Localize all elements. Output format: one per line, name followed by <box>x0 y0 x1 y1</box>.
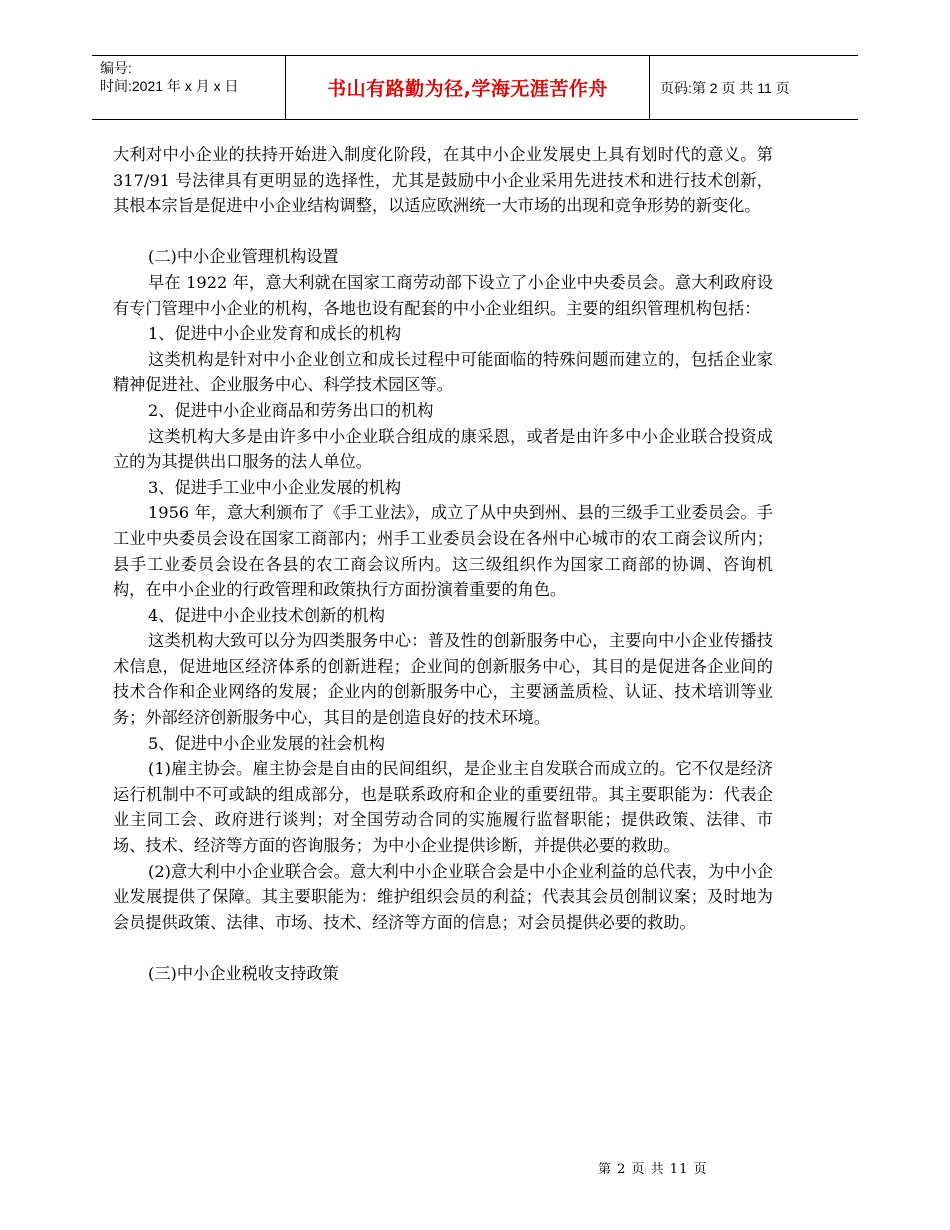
paragraph-innovation-agencies: 这类机构大致可以分为四类服务中心：普及性的创新服务中心，主要向中小企业传播技术信息，促进地区经济体系的创新进程；企业间的创新服务中心，其目的是促进各企业间的技术合作和企业网络的发展；企业内的创新服务中心，主要涵盖质检、认证、技术培训等业务；外部经济创新服务中心，其目的是创造良好的技术环境。 <box>113 631 773 728</box>
subheading-handicraft-agencies: 3、促进手工业中小企业发展的机构 <box>148 477 402 497</box>
document-body <box>113 142 773 987</box>
subheading-export-agencies: 2、促进中小企业商品和劳务出口的机构 <box>148 400 434 420</box>
paragraph-employers-association: (1)雇主协会。雇主协会是自由的民间组织，是企业主自发联合而成立的。它不仅是经济运行机制中不可或缺的组成部分，也是联系政府和企业的重要纽带。其主要职能为：代表企业主同工会、政府进行谈判；对全国劳动合同的实施履行监督职能；提供政策、法律、市场、技术、经济等方面的咨询服务；为中小企业提供诊断，并提供必要的救助。 <box>113 759 773 856</box>
paragraph-growth-agencies: 这类机构是针对中小企业创立和成长过程中可能面临的特殊问题而建立的，包括企业家精神促进社、企业服务中心、科学技术园区等。 <box>113 349 773 395</box>
paragraph-agencies-overview: 早在 1922 年，意大利就在国家工商劳动部下设立了小企业中央委员会。意大利政府设有专门管理中小企业的机构，各地也设有配套的中小企业组织。主要的组织管理机构包括： <box>113 272 773 318</box>
paragraph-intro-continued: 大利对中小企业的扶持开始进入制度化阶段，在其中小企业发展史上具有划时代的意义。第 317/91 号法律具有更明显的选择性，尤其是鼓励中小企业采用先进技术和进行技术创新，其根本宗旨是促进中小企业结构调整，以适应欧洲统一大市场的出现和竞争形势的新变化。 <box>113 145 773 216</box>
page-header <box>92 55 858 120</box>
paragraph-sme-federation: (2)意大利中小企业联合会。意大利中小企业联合会是中小企业利益的总代表，为中小企业发展提供了保障。其主要职能为：维护组织会员的利益；代表其会员创制议案；及时地为会员提供政策、法律、市场、技术、经济等方面的信息；对会员提供必要的救助。 <box>113 861 773 932</box>
page-footer: 第 2 页 共 11 页 <box>598 1162 708 1177</box>
document-number-label: 编号: <box>100 60 132 76</box>
subheading-social-agencies: 5、促进中小企业发展的社会机构 <box>148 733 385 753</box>
subheading-growth-agencies: 1、促进中小企业发育和成长的机构 <box>148 324 402 344</box>
section-heading-tax-policy: (三)中小企业税收支持政策 <box>148 964 339 983</box>
paragraph-export-agencies: 这类机构大多是由许多中小企业联合组成的康采恩，或者是由许多中小企业联合投资成立的为其提供出口服务的法人单位。 <box>113 426 773 472</box>
section-heading-management-agencies: (二)中小企业管理机构设置 <box>148 247 339 267</box>
subheading-innovation-agencies: 4、促进中小企业技术创新的机构 <box>148 605 385 625</box>
header-motto: 书山有路勤为径,学海无涯苦作舟 <box>285 56 650 119</box>
document-time-label: 时间:2021 年 x 月 x 日 <box>100 78 239 94</box>
paragraph-handicraft-agencies: 1956 年，意大利颁布了《手工业法》，成立了从中央到州、县的三级手工业委员会。手工业中央委员会设在国家工商部内；州手工业委员会设在各州中心城市的农工商会议所内；县手工业委员会设在各县的农工商会议所内。这三级组织作为国家工商部的协调、咨询机构，在中小企业的行政管理和政策执行方面扮演着重要的角色。 <box>113 503 773 600</box>
header-meta <box>92 56 285 119</box>
header-page-number: 页码:第 2 页 共 11 页 <box>660 79 790 96</box>
